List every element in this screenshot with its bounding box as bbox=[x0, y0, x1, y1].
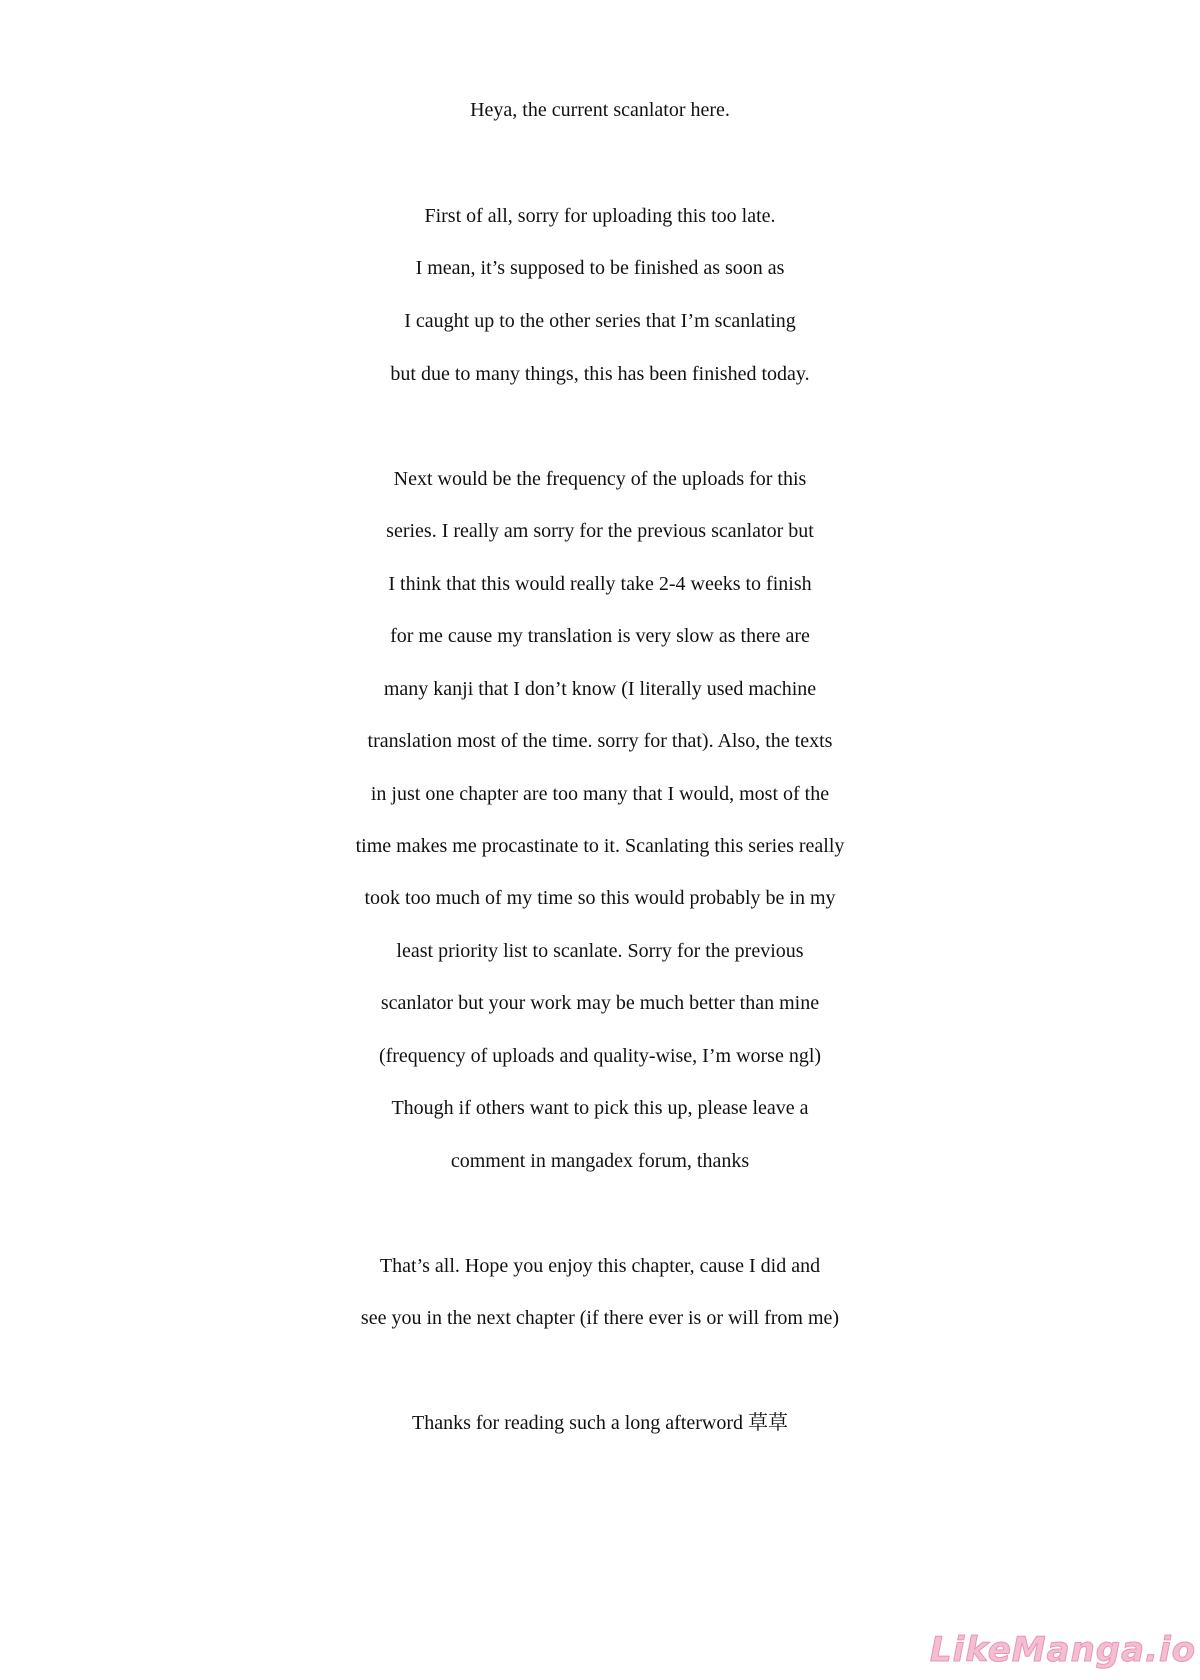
paragraph2-line: took too much of my time so this would probably be in my bbox=[364, 887, 836, 909]
paragraph1-line: I caught up to the other series that I’m scanlating bbox=[404, 310, 796, 332]
paragraph2-line: scanlator but your work may be much better than mine bbox=[380, 992, 820, 1014]
closing-line: Thanks for reading such a long afterword 草草 bbox=[412, 1412, 788, 1434]
paragraph2-line: comment in mangadex forum, thanks bbox=[450, 1150, 750, 1172]
site-watermark: LikeManga.io bbox=[930, 1630, 1196, 1670]
paragraph1-line: I mean, it’s supposed to be finished as soon as bbox=[415, 257, 785, 279]
paragraph2-line: many kanji that I don’t know (I literally used machine bbox=[383, 678, 817, 700]
paragraph2-line: Though if others want to pick this up, please leave a bbox=[391, 1097, 809, 1119]
paragraph1-line: First of all, sorry for uploading this too late. bbox=[424, 205, 776, 227]
paragraph3-line: see you in the next chapter (if there ever is or will from me) bbox=[360, 1307, 840, 1329]
paragraph2-line: Next would be the frequency of the uploads for this bbox=[393, 468, 807, 490]
paragraph2-line: for me cause my translation is very slow as there are bbox=[390, 625, 810, 647]
paragraph3-line: That’s all. Hope you enjoy this chapter, cause I did and bbox=[379, 1255, 821, 1277]
paragraph2-line: I think that this would really take 2-4 weeks to finish bbox=[388, 573, 812, 595]
paragraph2-line: time makes me procastinate to it. Scanlating this series really bbox=[355, 835, 845, 857]
paragraph2-line: least priority list to scanlate. Sorry for the previous bbox=[396, 940, 804, 962]
paragraph2-line: (frequency of uploads and quality-wise, I’m worse ngl) bbox=[378, 1045, 822, 1067]
paragraph2-line: translation most of the time. sorry for that). Also, the texts bbox=[367, 730, 833, 752]
paragraph1-line: but due to many things, this has been finished today. bbox=[390, 363, 810, 385]
paragraph2-line: in just one chapter are too many that I would, most of the bbox=[370, 783, 830, 805]
greeting-line: Heya, the current scanlator here. bbox=[470, 99, 730, 121]
paragraph2-line: series. I really am sorry for the previous scanlator but bbox=[386, 520, 814, 542]
